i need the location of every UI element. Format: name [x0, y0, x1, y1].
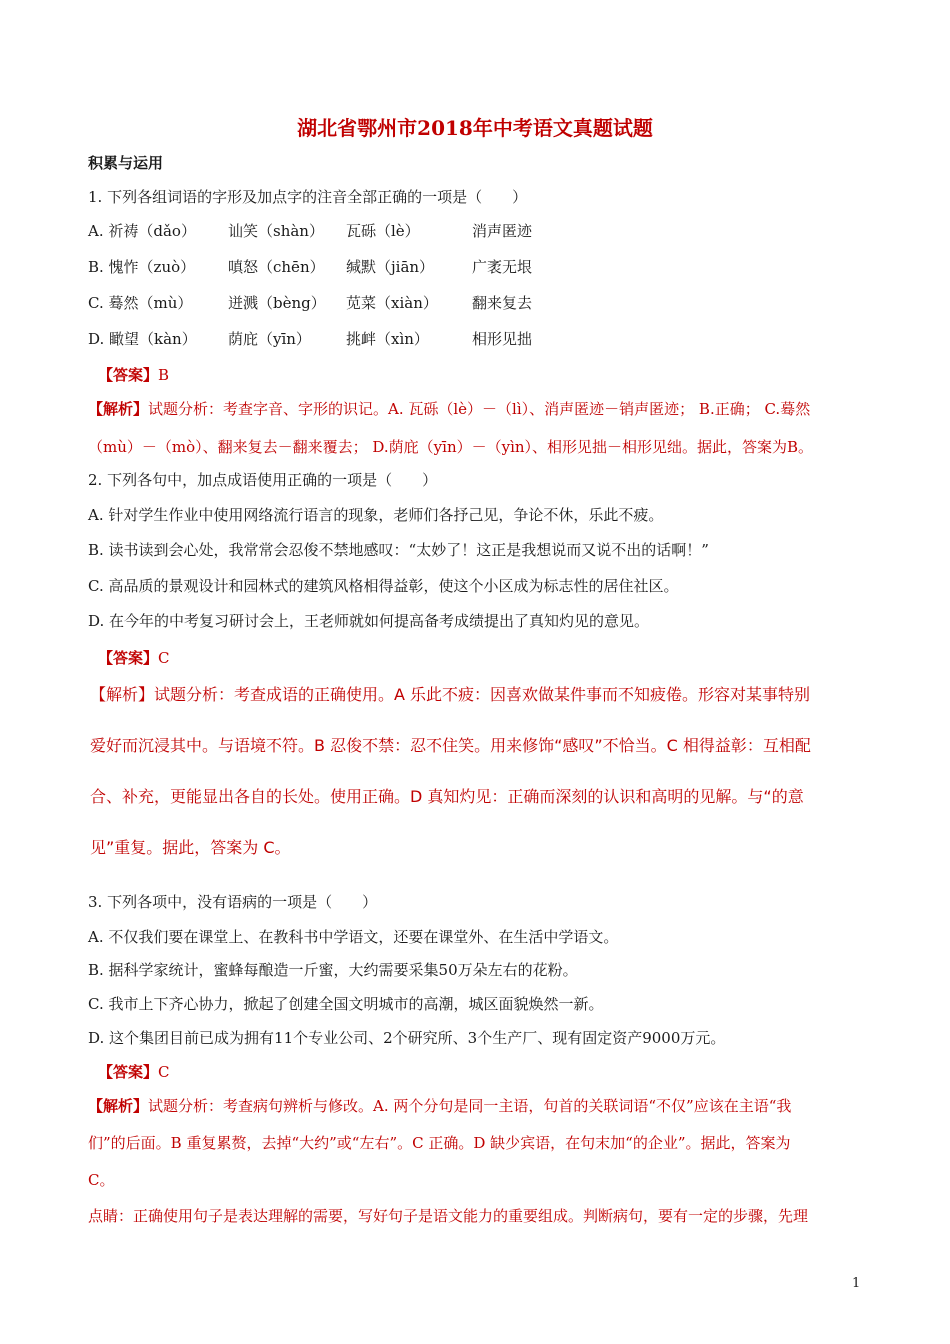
option-cell: 挑衅（xìn）: [346, 330, 429, 348]
option-cell: 广袤无垠: [472, 258, 533, 276]
option-cell: 瓦砾（lè）: [346, 222, 420, 240]
option-cell: 消声匿迹: [472, 222, 533, 240]
question-3-analysis-line-3: C。: [88, 1171, 115, 1189]
question-3-option-a: A. 不仅我们要在课堂上、在教科书中学语文，还要在课堂外、在生活中学语文。: [88, 928, 619, 946]
answer-label: 【答案】: [98, 649, 159, 667]
question-1-answer: [98, 363, 169, 387]
answer-value: C: [158, 1063, 170, 1081]
option-cell: 嗔怒（chēn）: [228, 258, 325, 276]
document-title: 湖北省鄂州市2018年中考语文真题试题: [297, 116, 653, 140]
answer-value: C: [158, 649, 170, 667]
option-cell: 迸溅（bèng）: [228, 294, 326, 312]
answer-value: B: [158, 366, 170, 384]
option-cell: 相形见拙: [472, 330, 533, 348]
question-2-analysis-line-4: 见”重复。据此，答案为 C。: [90, 838, 291, 857]
option-cell: B. 愧怍（zuò）: [88, 258, 196, 276]
option-cell: 荫庇（yīn）: [228, 330, 311, 348]
question-2-option-b: B. 读书读到会心处，我常常会忍俊不禁地感叹：“太妙了！这正是我想说而又说不出的话啊！”: [88, 541, 709, 559]
option-cell: C. 蓦然（mù）: [88, 294, 193, 312]
question-1-analysis-line-2: （mù）－（mò）、翻来复去－翻来覆去； D.荫庇（yīn）－（yìn）、相形见拙－相形见绌。据此，答案为B。: [88, 438, 814, 456]
question-3-tip: 点睛：正确使用句子是表达理解的需要，写好句子是语文能力的重要组成。判断病句，要有一定的步骤，先理: [88, 1207, 809, 1225]
analysis-label: 【解析】: [88, 1097, 149, 1115]
question-2-option-c: C. 高品质的景观设计和园林式的建筑风格相得益彰，使这个小区成为标志性的居住社区。: [88, 577, 679, 595]
option-cell: A. 祈祷（dǎo）: [88, 222, 196, 240]
question-1-analysis-line-1: [88, 397, 810, 421]
question-2-analysis-line-2: 爱好而沉浸其中。与语境不符。B 忍俊不禁：忍不住笑。用来修饰“感叹”不恰当。C 相得益彰：互相配: [90, 736, 811, 755]
question-2-answer: [98, 646, 170, 670]
question-3-option-c: C. 我市上下齐心协力，掀起了创建全国文明城市的高潮，城区面貌焕然一新。: [88, 995, 604, 1013]
analysis-text: 试题分析：考查字音、字形的识记。A. 瓦砾（lè）－（lì）、消声匿迹－销声匿迹； B.正确； C.蓦然: [148, 400, 811, 418]
question-3-option-b: B. 据科学家统计，蜜蜂每酿造一斤蜜，大约需要采集50万朵左右的花粉。: [88, 961, 578, 979]
question-2-stem: 2. 下列各句中，加点成语使用正确的一项是（ ）: [88, 471, 438, 489]
option-cell: 苋菜（xiàn）: [346, 294, 438, 312]
option-cell: 翻来复去: [472, 294, 533, 312]
question-2-analysis-line-1: 【解析】试题分析：考查成语的正确使用。A 乐此不疲：因喜欢做某件事而不知疲倦。形容对某事特别: [90, 685, 811, 704]
question-3-analysis-line-2: 们”的后面。B 重复累赘，去掉“大约”或“左右”。C 正确。D 缺少宾语，在句末加“的企业”。据此，答案为: [88, 1134, 791, 1152]
question-3-option-d: D. 这个集团目前已成为拥有11个专业公司、2个研究所、3个生产厂、现有固定资产9000万元。: [88, 1029, 726, 1047]
analysis-label: 【解析】: [88, 400, 149, 418]
question-3-stem: 3. 下列各项中，没有语病的一项是（ ）: [88, 893, 378, 911]
question-3-analysis-line-1: [88, 1094, 791, 1118]
question-3-answer: [98, 1060, 170, 1084]
section-heading: 积累与运用: [88, 154, 164, 172]
analysis-text: 试题分析：考查病句辨析与修改。A. 两个分句是同一主语，句首的关联词语“不仅”应该在主语“我: [148, 1097, 792, 1115]
page-number: 1: [852, 1276, 861, 1291]
question-2-option-a: A. 针对学生作业中使用网络流行语言的现象，老师们各抒己见，争论不休，乐此不疲。: [88, 506, 664, 524]
question-2-option-d: D. 在今年的中考复习研讨会上，王老师就如何提高备考成绩提出了真知灼见的意见。: [88, 612, 650, 630]
option-cell: 缄默（jiān）: [346, 258, 435, 276]
answer-label: 【答案】: [98, 1063, 159, 1081]
option-cell: D. 瞰望（kàn）: [88, 330, 197, 348]
question-1-stem: 1. 下列各组词语的字形及加点字的注音全部正确的一项是（ ）: [88, 188, 528, 206]
option-cell: 讪笑（shàn）: [228, 222, 324, 240]
answer-label: 【答案】: [98, 366, 159, 384]
question-2-analysis-line-3: 合、补充，更能显出各自的长处。使用正确。D 真知灼见：正确而深刻的认识和高明的见解。与“的意: [90, 787, 804, 806]
